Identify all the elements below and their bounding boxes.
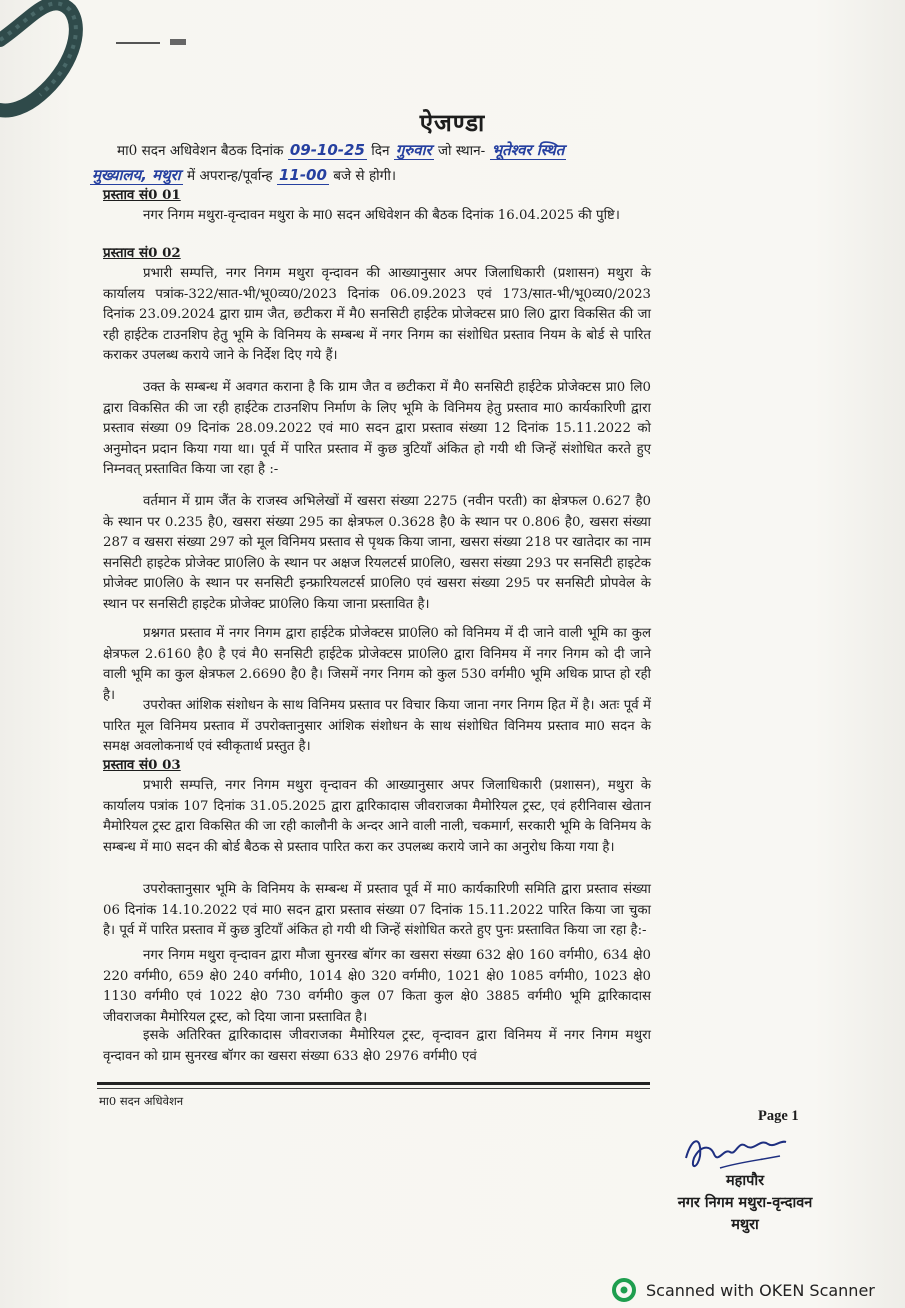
proposal-label: प्रस्ताव सं0 01 xyxy=(103,187,181,203)
proposal-label: प्रस्ताव सं0 02 xyxy=(103,245,181,261)
proposal-paragraph: इसके अतिरिक्त द्वारिकादास जीवराजका मैमोरियल ट्रस्ट, वृन्दावन द्वारा विनिमय में नगर निगम मथुरा वृन्दावन को ग्राम सुनरख बॉगर का खसरा संख्या 633 क्षे0 2976 वर्गमी0 एवं xyxy=(103,1028,651,1064)
oken-scanner-logo-icon xyxy=(612,1278,636,1302)
meeting-date-handwritten: 09-10-25 xyxy=(289,141,365,159)
signatory-block xyxy=(640,1170,850,1236)
signatory-designation: महापौर xyxy=(725,1172,765,1189)
proposal-paragraph: वर्तमान में ग्राम जैंत के राजस्व अभिलेखों में खसरा संख्या 2275 (नवीन परती) का क्षेत्रफल 0.627 है0 के स्थान पर 0.235 है0, खसरा संख्या 295 का क्षेत्रफल 0.3628 है0 के स्थान पर 0.806 है0, खसरा संख्या 287 व खसरा संख्या 297 को मूल विनिमय प्रस्ताव से पृथक किया जाना, खसरा संख्या 218 पर खातेदार का नाम सनसिटी हाइटेक प्रोजेक्ट प्रा0लि0 के स्थान पर अक्षज रियलटर्स प्रा0लि0, खसरा संख्या 293 पर सनसिटी हाइटेक प्रोजेक्ट प्रा0लि0 के स्थान पर सनसिटी इन्फ्रारियलटर्स प्रा0लि0 एवं खसरा संख्या 295 पर सनसिटी प्रोपवेल के स्थान पर सनसिटी हाइटेक प्रोजेक्ट प्रा0लि0 किया जाना प्रस्तावित है। xyxy=(103,494,651,612)
signatory-city: मथुरा xyxy=(731,1216,759,1233)
meeting-time-handwritten: 11-00 xyxy=(278,166,327,184)
signatory-organization: नगर निगम मथुरा-वृन्दावन xyxy=(677,1194,813,1211)
proposal-paragraph: प्रभारी सम्पत्ति, नगर निगम मथुरा वृन्दावन की आख्यानुसार अपर जिलाधिकारी (प्रशासन), मथुरा के कार्यालय पत्रांक 107 दिनांक 31.05.2025 द्वारा द्वारिकादास जीवराजका मैमोरियल ट्रस्ट, एवं हरीनिवास खेतान मैमोरियल ट्रस्ट द्वारा विकसित की जा रही कालौनी के अन्दर आने वाली नाली, चकमार्ग, सरकारी भूमि के विनिमय के सम्बन्ध में मा0 सदन की बोर्ड बैठक से प्रस्ताव पारित करा कर उपलब्ध कराये जाने का अनुरोध किया गया है। xyxy=(103,778,651,855)
proposal-paragraph: उक्त के सम्बन्ध में अवगत कराना है कि ग्राम जैत व छटीकरा में मै0 सनसिटी हाईटेक प्रोजेक्टस प्रा0 लि0 द्वारा विकसित की जा रही हाईटेक टाउनशिप निर्माण के लिए भूमि के विनिमय हेतु प्रस्ताव मा0 कार्यकारिणी द्वारा प्रस्ताव संख्या 09 दिनांक 28.09.2022 एवं मा0 सदन द्वारा प्रस्ताव संख्या 12 दिनांक 15.11.2022 को अनुमोदन प्रदान किया गया था। पूर्व में पारित प्रस्ताव में कुछ त्रुटियाँ अंकित हो गयी थी जिन्हें संशोधित करते हुए निम्नवत् प्रस्तावित किया जा रहा है :- xyxy=(103,380,651,478)
meeting-intro-line-2 xyxy=(90,165,650,186)
proposal-paragraph: उपरोक्त आंशिक संशोधन के साथ विनिमय प्रस्ताव पर विचार किया जाना नगर निगम हित में है। अतः पूर्व में पारित मूल विनिमय प्रस्ताव में उपरोक्तानुसार आंशिक संशोधन के साथ संशोधित विनिमय प्रस्ताव मा0 सदन के समक्ष अवलोकनार्थ एवं स्वीकृतार्थ प्रस्तुत है। xyxy=(103,698,651,755)
scanner-watermark xyxy=(612,1277,875,1303)
proposal-paragraph: प्रभारी सम्पत्ति, नगर निगम मथुरा वृन्दावन की आख्यानुसार अपर जिलाधिकारी (प्रशासन) मथुरा के कार्यालय पत्रांक-322/सात-भी/भू0व्य0/2023 दिनांक 06.09.2023 एवं 173/सात-भी/भू0व्य0/2023 दिनांक 23.09.2024 द्वारा ग्राम जैत, छटीकरा में मै0 सनसिटी हाईटेक प्रोजेक्टस प्रा0 लि0 द्वारा विकसित की जा रही हाईटेक टाउनशिप हेतु भूमि के विनिमय के सम्बन्ध में नगर निगम का संशोधित प्रस्ताव नियम के बोर्ड से पारित कराकर उपलब्ध कराये जाने के निर्देश दिए गये हैं। xyxy=(103,266,651,364)
scanner-watermark-text: Scanned with OKEN Scanner xyxy=(646,1280,875,1300)
meeting-intro-line xyxy=(117,140,677,161)
footer-label: मा0 सदन अधिवेशन xyxy=(99,1094,184,1108)
intro-text: बजे से होगी। xyxy=(333,168,397,184)
proposal-paragraph: उपरोक्तानुसार भूमि के विनिमय के सम्बन्ध में प्रस्ताव पूर्व में मा0 कार्यकारिणी समिति द्वारा प्रस्ताव संख्या 06 दिनांक 14.10.2022 एवं मा0 सदन द्वारा प्रस्ताव संख्या 07 दिनांक 15.11.2022 पारित किया जा चुका है। पूर्व में पारित प्रस्ताव में कुछ त्रुटियाँ अंकित हो गयी थी जिन्हें संशोधित करते हुए पुनः प्रस्तावित किया जा रहा है:- xyxy=(103,882,651,939)
proposal-paragraph: नगर निगम मथुरा-वृन्दावन मथुरा के मा0 सदन अधिवेशन की बैठक दिनांक 16.04.2025 की पुष्टि। xyxy=(143,208,620,223)
intro-text: मा0 सदन अधिवेशन बैठक दिनांक xyxy=(117,143,284,159)
page-number: Page 1 xyxy=(758,1108,799,1124)
footer-divider xyxy=(97,1082,650,1085)
intro-text: में अपरान्ह/पूर्वान्ह xyxy=(187,168,273,184)
intro-text: जो स्थान- xyxy=(437,143,486,159)
proposal-paragraph: नगर निगम मथुरा वृन्दावन द्वारा मौजा सुनरख बॉगर का खसरा संख्या 632 क्षे0 160 वर्गमी0, 634 क्षे0 220 वर्गमी0, 659 क्षे0 240 वर्गमी0, 1014 क्षे0 320 वर्गमी0, 1021 क्षे0 1085 वर्गमी0, 1023 क्षे0 1130 वर्गमी0 एवं 1022 क्षे0 730 वर्गमी0 कुल 07 किता कुल क्षे0 3885 वर्गमी0 भूमि द्वारिकादास जीवराजका मैमोरियल ट्रस्ट, को दिया जाना प्रस्तावित है। xyxy=(103,948,651,1025)
meeting-day-handwritten: गुरुवार xyxy=(395,141,432,159)
proposal-label: प्रस्ताव सं0 03 xyxy=(103,757,181,773)
meeting-place-handwritten: भूतेश्वर स्थित xyxy=(491,141,565,159)
agenda-heading: ऐजण्डा xyxy=(419,108,486,137)
meeting-place-handwritten-2: मुख्यालय, मथुरा xyxy=(92,166,181,184)
intro-text: दिन xyxy=(371,143,390,159)
proposal-paragraph: प्रश्नगत प्रस्ताव में नगर निगम द्वारा हाईटेक प्रोजेक्टस प्रा0लि0 को विनिमय में दी जाने वाली भूमि का कुल क्षेत्रफल 2.6160 है0 है एवं मै0 सनसिटी हाईटेक प्रोजेक्टस प्रा0लि0 द्वारा विनिमय में नगर निगम को दी जाने वाली भूमि का कुल क्षेत्रफल 2.6690 है0 है। जिसमें नगर निगम को कुल 530 वर्गमी0 भूमि अधिक प्राप्त हो रही है। xyxy=(103,626,651,703)
footer-divider-thin xyxy=(97,1088,650,1089)
